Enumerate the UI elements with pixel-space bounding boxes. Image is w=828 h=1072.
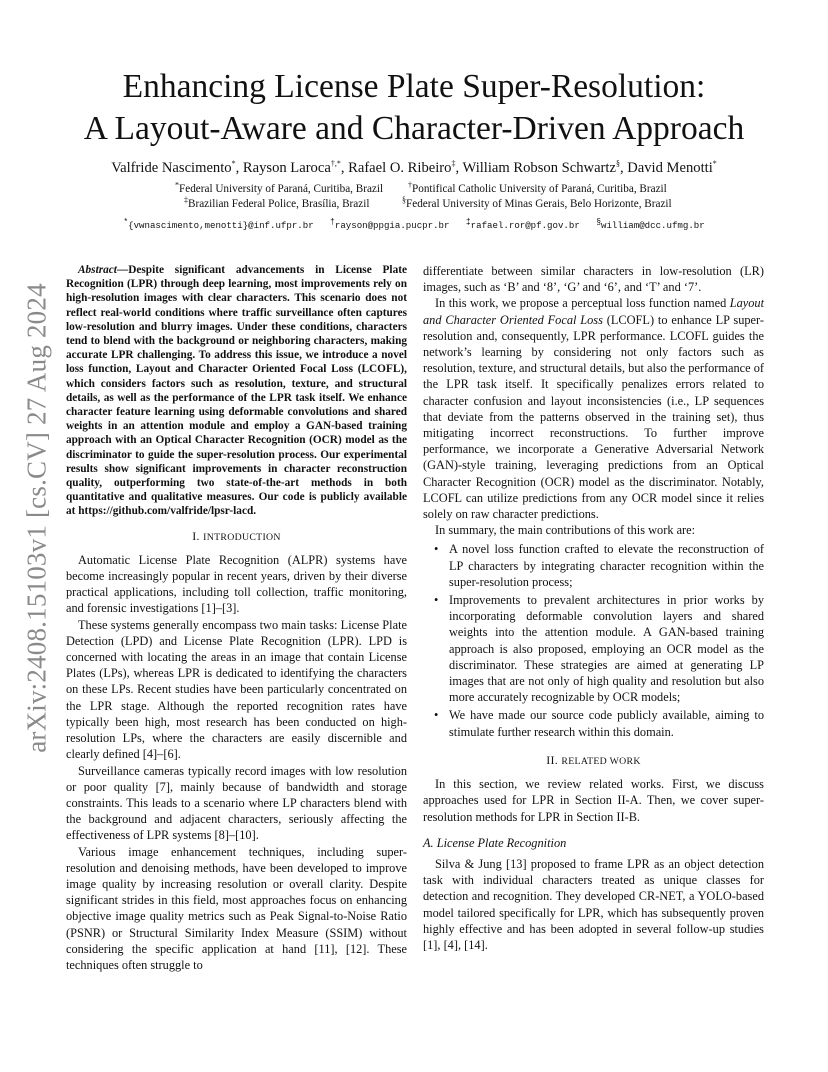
author-name: David Menotti [627, 160, 713, 176]
section-title: RELATED WORK [561, 755, 641, 767]
affiliation-text: Brazilian Federal Police, Brasília, Brazil [188, 198, 370, 210]
list-item: • We have made our source code publicly available, aiming to stimulate further research within this domain. [449, 707, 764, 739]
author-name: Rafael O. Ribeiro [348, 160, 452, 176]
affiliation-text: Federal University of Paraná, Curitiba, Brazil [179, 183, 384, 195]
paragraph: differentiate between similar characters in low-resolution (LR) images, such as ‘B’ and ‘8’, ‘G’ and ‘6’, and ‘T’ and ‘7’. [423, 264, 764, 295]
affiliation-mark: * [175, 180, 179, 190]
affiliation-mark: § [402, 195, 406, 205]
author-name: William Robson Schwartz [462, 160, 616, 176]
paragraph: Surveillance cameras typically record images with low resolution or poor quality [7], mainly because of bandwidth and storage constraints. This leads to a scenario where LP characters blend with the background and adjacent characters, seriously affecting the effectiveness of LPR systems [8]–[10]. [66, 763, 407, 843]
contribution-list [423, 541, 764, 739]
arxiv-identifier-text: arXiv:2408.15103v1 [cs.CV] 27 Aug 2024 [21, 283, 52, 753]
paragraph: In this section, we review related works. First, we discuss approaches used for LPR in Section II-A. Then, we cover super-resolution methods for LPR in Section II-B. [423, 777, 764, 824]
affiliation-mark: ‡ [184, 195, 188, 205]
affiliation [175, 182, 383, 196]
email: {vwnascimento,menotti}@inf.ufpr.br [128, 220, 314, 231]
subsection-heading: A. License Plate Recognition [423, 835, 567, 850]
abstract [66, 263, 407, 519]
author-mark: ‡ [451, 159, 456, 169]
author-emails [60, 217, 768, 231]
section-heading-introduction [66, 528, 407, 546]
email-mark: * [123, 217, 129, 227]
paper-title [60, 66, 768, 150]
paragraph: Automatic License Plate Recognition (ALPR) systems have become increasingly popular in recent years, driven by their diverse practical applications, including toll collection, traffic monitoring, and forensic investigations [1]–[3]. [66, 552, 407, 616]
affiliation-text: Federal University of Minas Gerais, Belo Horizonte, Brazil [406, 198, 672, 210]
affiliation [184, 197, 369, 211]
author-name: Rayson Laroca [242, 160, 331, 176]
email: rafael.ror@pf.gov.br [470, 220, 580, 231]
abstract-label: Abstract [78, 264, 117, 276]
section-title: INTRODUCTION [203, 531, 281, 543]
email-mark: ‡ [465, 217, 471, 227]
author-list: Valfride Nascimento*, Rayson Laroca†,*, Rafael O. Ribeiro‡, William Robson Schwartz§, David Menotti* [111, 159, 717, 176]
right-column [423, 263, 764, 953]
email: william@dcc.ufmg.br [601, 220, 705, 231]
arxiv-identifier [16, 278, 58, 758]
paragraph-text: (LCOFL) to enhance LP super-resolution and, consequently, LPR performance. LCOFL guides the network’s learning by considering not only factors such as resolution, texture, and structural details, but also the performance of the LPR task itself. It specifically penalizes errors related to character confusion and layout inconsistencies (i.e., LP sequences that deviate from the patterns observed in the training set), thus mitigating incorrect reconstructions. To further improve performance, we incorporate a Generative Adversarial Network (GAN)-style training, leveraging predictions from an Optical Character Recognition (OCR) model as the discriminator. Notably, LCOFL can utilize predictions from any OCR model since it relies solely on raw character predictions. [423, 312, 764, 522]
left-column [66, 263, 407, 973]
email-mark: † [330, 217, 335, 227]
section-heading-related-work [423, 752, 764, 770]
author-mark: § [615, 159, 620, 169]
paragraph: In summary, the main contributions of this work are: [435, 523, 696, 538]
email: rayson@ppgia.pucpr.br [334, 220, 450, 231]
author-name: Valfride Nascimento [111, 160, 232, 176]
author-mark: †,* [330, 159, 341, 169]
email-mark: § [596, 217, 601, 227]
title-line-1: Enhancing License Plate Super-Resolution: [122, 68, 706, 105]
section-number: I. [192, 528, 204, 543]
affiliation-mark: † [408, 180, 412, 190]
paragraph: Various image enhancement techniques, including super-resolution and denoising methods, have been developed to improve image quality by increasing resolution or overall clarity. Despite significant strides in this field, most approaches focus on enhancing objective image quality metrics such as Peak Signal-to-Noise Ratio (PSNR) or Structural Similarity Index Measure (SSIM) without considering the specific application at hand [11], [12]. These techniques often struggle to [66, 844, 407, 972]
affiliation [408, 182, 667, 196]
affiliation-text: Pontifical Catholic University of Paraná, Curitiba, Brazil [412, 183, 667, 195]
abstract-text: —Despite significant advancements in License Plate Recognition (LPR) through deep learning, most improvements rely on high-resolution images with clear characters. This scenario does not reflect real-world conditions where traffic surveillance often captures low-resolution and blurry images. Under these conditions, characters tend to blend with the background or neighboring characters, making accurate LPR challenging. To address this issue, we introduce a novel loss function, Layout and Character Oriented Focal Loss (LCOFL), which considers factors such as resolution, texture, and structural details, as well as the performance of the LPR task itself. We enhance character feature learning using deformable convolutions and shared weights in an attention module and employ a GAN-based training approach with an Optical Character Recognition (OCR) model as the discriminator to guide the super-resolution process. Our experimental results show significant improvements in character reconstruction quality, outperforming two state-of-the-art methods in both quantitative and qualitative measures. Our code is publicly available at https://github.com/valfride/lpsr-lacd. [66, 264, 407, 518]
list-item: • A novel loss function crafted to elevate the reconstruction of LP characters by integrating character recognition within the super-resolution process; [449, 541, 764, 590]
paragraph [423, 295, 764, 522]
author-mark: * [712, 159, 717, 169]
paragraph: Silva & Jung [13] proposed to frame LPR as an object detection task with individual characters treated as unique classes for detection and recognition. They developed CR-NET, a YOLO-based model tailored specifically for LPR, which has subsequently proven highly effective and has been adopted in several follow-up studies [1], [4], [14]. [423, 856, 764, 952]
author-mark: * [231, 159, 236, 169]
affiliation [402, 197, 672, 211]
paragraph: These systems generally encompass two main tasks: License Plate Detection (LPD) and License Plate Recognition (LPR). LPD is concerned with locating the areas in an image that contain License Plates (LPs), whereas LPR is dedicated to identifying the characters on these LPs. Recent studies have been particularly concentrated on the LPR stage. Although the reported recognition rates have typically been high, most research has been conducted on high-resolution LPs, where the characters are easily discernible and clearly defined [4]–[6]. [66, 617, 407, 762]
title-line-2: A Layout-Aware and Character-Driven Approach [83, 110, 745, 147]
section-number: II. [546, 752, 562, 767]
emphasis-text: Layout and Character Oriented Focal Loss [423, 296, 764, 327]
paragraph-text: In this work, we propose a perceptual loss function named [435, 296, 730, 311]
list-item: • Improvements to prevalent architectures in prior works by incorporating deformable convolution layers and shared weights into the attention module. A GAN-based training approach is also proposed, employing an OCR model as the discriminator. These strategies are aimed at generating LP images that are not only of high quality and resolution but also more accurately recognizable by OCR models; [449, 592, 764, 705]
